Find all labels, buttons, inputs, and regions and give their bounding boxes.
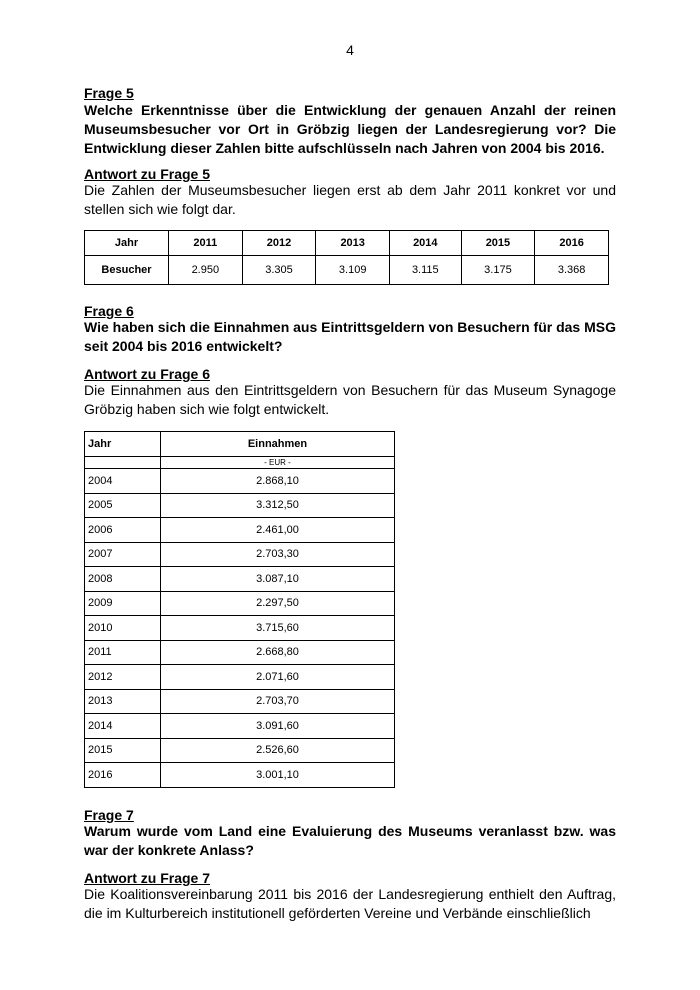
revenue-table <box>84 431 395 788</box>
revenue-year-cell: 2014 <box>85 714 161 739</box>
revenue-value-cell: 3.087,10 <box>161 567 395 592</box>
table-row <box>85 231 609 256</box>
q5-question: Welche Erkenntnisse über die Entwicklung der genauen Anzahl der reinen Museumsbesucher vor Ort in Gröbzig liegen der Landesregierung vor? Die Entwicklung dieser Zahlen bitte aufschlüsseln nach Jahren von 2004 bis 2016. <box>84 102 616 156</box>
revenue-year-cell: 2006 <box>85 518 161 543</box>
visitors-year-cell: 2012 <box>242 231 316 256</box>
revenue-year-cell: 2008 <box>85 567 161 592</box>
revenue-value-cell: 2.461,00 <box>161 518 395 543</box>
revenue-value-cell: 2.071,60 <box>161 665 395 690</box>
visitors-table <box>84 230 609 285</box>
revenue-value-cell: 3.001,10 <box>161 763 395 788</box>
q6-question: Wie haben sich die Einnahmen aus Eintrittsgeldern von Besuchern für das MSG seit 2004 bis 2016 entwickelt? <box>84 319 616 354</box>
revenue-value-cell: 2.703,70 <box>161 689 395 714</box>
table-row <box>85 432 395 457</box>
visitors-count-label: Besucher <box>85 256 169 285</box>
table-row <box>85 616 395 641</box>
revenue-year-cell: 2015 <box>85 738 161 763</box>
table-row <box>85 738 395 763</box>
table-row <box>85 665 395 690</box>
table-row <box>85 256 609 285</box>
visitors-year-cell: 2013 <box>316 231 390 256</box>
revenue-year-cell: 2004 <box>85 469 161 494</box>
revenue-value-cell: 3.312,50 <box>161 493 395 518</box>
table-row <box>85 457 395 469</box>
table-row <box>85 518 395 543</box>
table-row <box>85 689 395 714</box>
visitors-count-cell: 3.115 <box>390 256 462 285</box>
revenue-year-cell: 2007 <box>85 542 161 567</box>
table-row <box>85 542 395 567</box>
visitors-count-cell: 3.175 <box>461 256 535 285</box>
revenue-year-cell: 2012 <box>85 665 161 690</box>
table-row <box>85 640 395 665</box>
table-row <box>85 493 395 518</box>
table-row <box>85 469 395 494</box>
revenue-year-cell: 2011 <box>85 640 161 665</box>
visitors-count-cell: 3.368 <box>535 256 609 285</box>
q6-heading: Frage 6 <box>84 303 134 319</box>
table-row <box>85 714 395 739</box>
revenue-year-cell: 2009 <box>85 591 161 616</box>
q7-heading: Frage 7 <box>84 807 134 823</box>
q6-answer-text: Die Einnahmen aus den Eintrittsgeldern von Besuchern für das Museum Synagoge Gröbzig haben sich wie folgt entwickelt. <box>84 382 616 417</box>
revenue-year-cell: 2013 <box>85 689 161 714</box>
q6-answer-heading: Antwort zu Frage 6 <box>84 366 211 382</box>
table-row <box>85 763 395 788</box>
visitors-year-cell: 2016 <box>535 231 609 256</box>
q7-answer-text: Die Koalitionsvereinbarung 2011 bis 2016 der Landesregierung enthielt den Auftrag, die im Kulturbereich institutionell geförderten Vereine und Verbände einschließlich <box>84 886 616 921</box>
revenue-unit-spacer <box>85 457 161 469</box>
revenue-year-header: Jahr <box>85 432 161 457</box>
visitors-count-cell: 3.109 <box>316 256 390 285</box>
q7-answer-heading: Antwort zu Frage 7 <box>84 870 211 886</box>
visitors-year-cell: 2011 <box>169 231 243 256</box>
revenue-value-cell: 3.715,60 <box>161 616 395 641</box>
revenue-value-cell: 2.703,30 <box>161 542 395 567</box>
revenue-value-cell: 2.297,50 <box>161 591 395 616</box>
revenue-value-cell: 2.868,10 <box>161 469 395 494</box>
revenue-year-cell: 2005 <box>85 493 161 518</box>
revenue-unit-label: - EUR - <box>161 457 395 469</box>
q7-question: Warum wurde vom Land eine Evaluierung des Museums veranlasst bzw. was war der konkrete Anlass? <box>84 823 616 858</box>
visitors-year-label: Jahr <box>85 231 169 256</box>
table-row <box>85 591 395 616</box>
revenue-value-header: Einnahmen <box>161 432 395 457</box>
page-number: 4 <box>346 42 354 58</box>
q5-answer-text: Die Zahlen der Museumsbesucher liegen erst ab dem Jahr 2011 konkret vor und stellen sich wie folgt dar. <box>84 182 616 217</box>
visitors-count-cell: 2.950 <box>169 256 243 285</box>
revenue-value-cell: 3.091,60 <box>161 714 395 739</box>
revenue-value-cell: 2.526,60 <box>161 738 395 763</box>
visitors-count-cell: 3.305 <box>242 256 316 285</box>
revenue-value-cell: 2.668,80 <box>161 640 395 665</box>
table-row <box>85 567 395 592</box>
visitors-year-cell: 2015 <box>461 231 535 256</box>
revenue-year-cell: 2016 <box>85 763 161 788</box>
q5-heading: Frage 5 <box>84 85 134 101</box>
q5-answer-heading: Antwort zu Frage 5 <box>84 166 211 182</box>
visitors-year-cell: 2014 <box>390 231 462 256</box>
revenue-year-cell: 2010 <box>85 616 161 641</box>
